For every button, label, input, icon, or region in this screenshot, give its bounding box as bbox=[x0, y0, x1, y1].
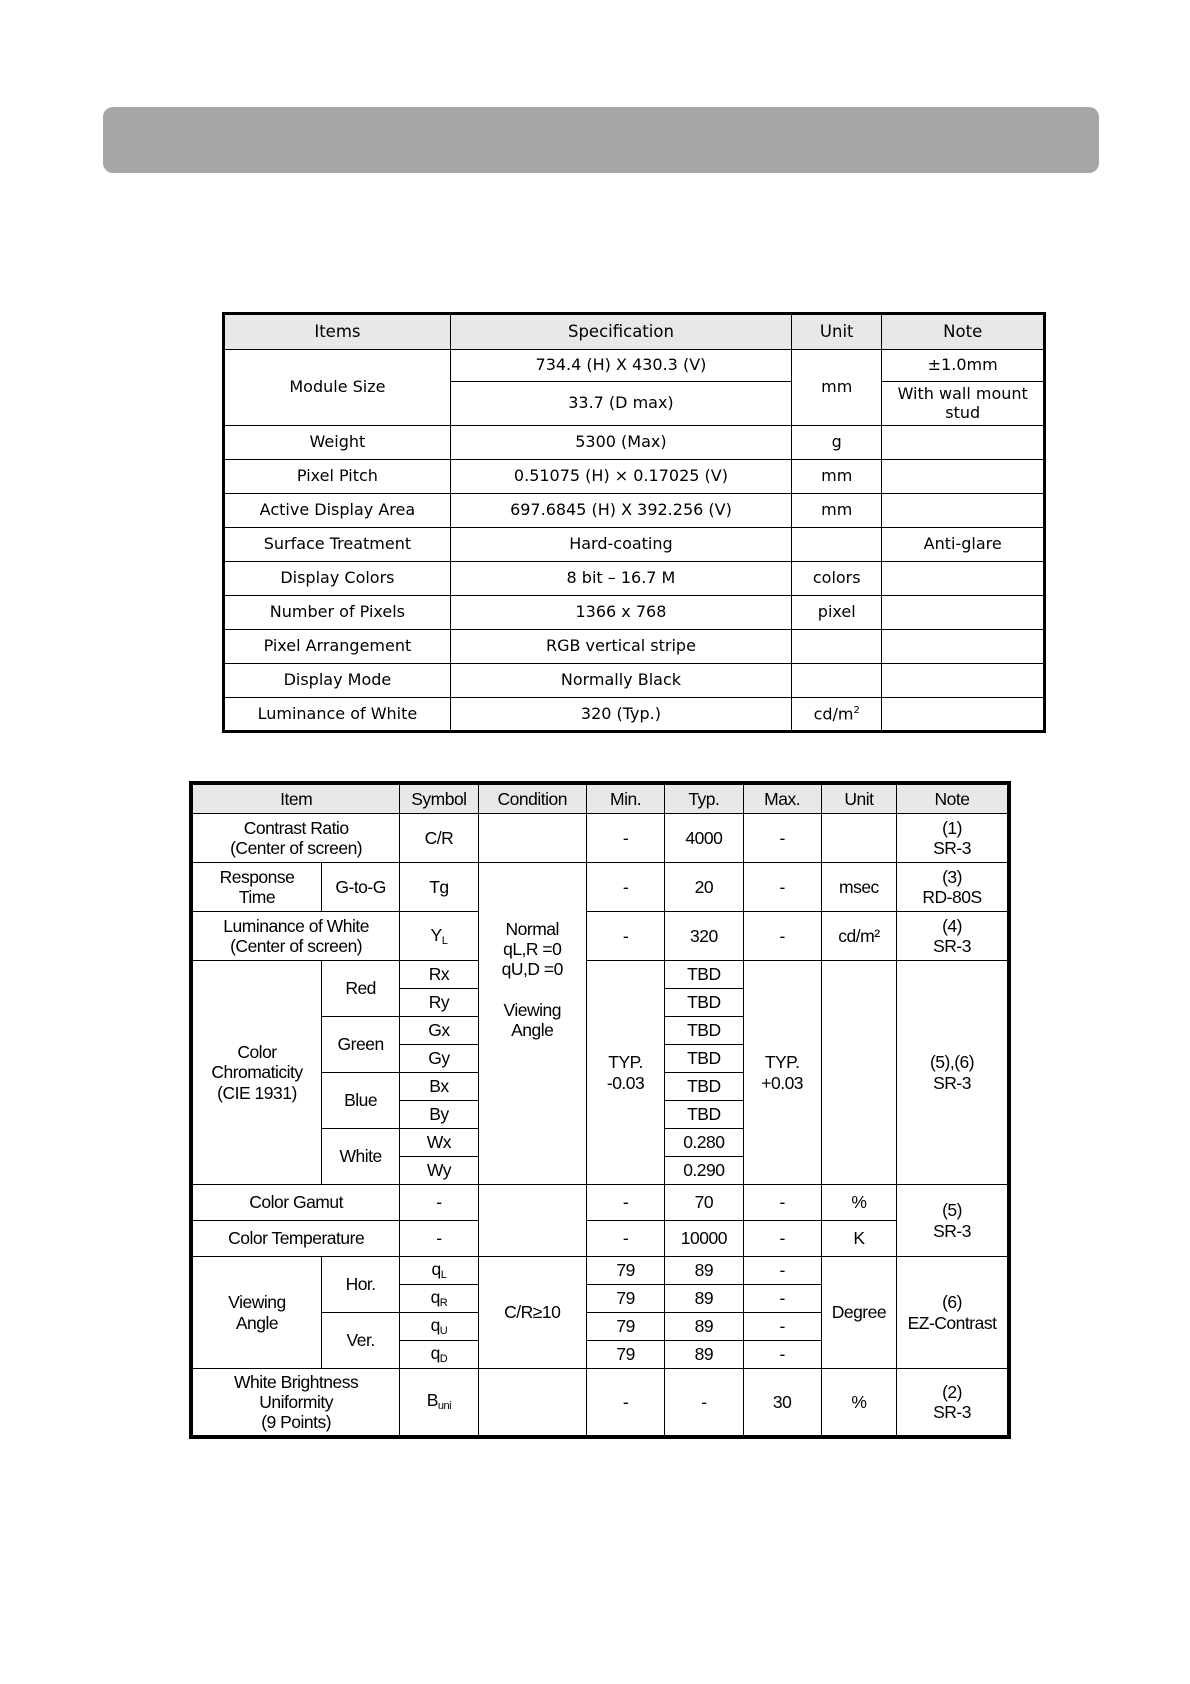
min-cell: - bbox=[586, 814, 664, 863]
item-cell: Display Colors bbox=[224, 562, 451, 596]
sub-item-ver: Ver. bbox=[321, 1313, 399, 1369]
max-cell: - bbox=[743, 1285, 821, 1313]
spec-cell: Normally Black bbox=[450, 664, 791, 698]
unit-cell: cd/m² bbox=[821, 912, 896, 961]
symbol-base: q bbox=[431, 1259, 441, 1280]
typ-cell: TBD bbox=[665, 1017, 743, 1045]
symbol-subscript: U bbox=[439, 1325, 448, 1338]
note-cell: (1) SR-3 bbox=[897, 814, 1009, 863]
spec-cell: RGB vertical stripe bbox=[450, 630, 791, 664]
typ-cell: 0.290 bbox=[665, 1157, 743, 1185]
item-cell: Response Time bbox=[191, 863, 321, 912]
table-row bbox=[224, 494, 1045, 528]
table-row bbox=[224, 630, 1045, 664]
table-row bbox=[224, 426, 1045, 460]
min-cell: - bbox=[586, 863, 664, 912]
table-row-chromaticity bbox=[191, 961, 1009, 989]
typ-cell: 89 bbox=[665, 1285, 743, 1313]
item-cell: Display Mode bbox=[224, 664, 451, 698]
item-cell: Active Display Area bbox=[224, 494, 451, 528]
max-cell: - bbox=[743, 1341, 821, 1369]
symbol-base: q bbox=[430, 1287, 440, 1308]
note-cell: (4) SR-3 bbox=[897, 912, 1009, 961]
symbol-cell: - bbox=[400, 1185, 478, 1221]
min-cell: 79 bbox=[586, 1341, 664, 1369]
table-row bbox=[224, 562, 1045, 596]
unit-cell bbox=[792, 698, 882, 732]
note-cell bbox=[882, 698, 1045, 732]
unit-cell: g bbox=[792, 426, 882, 460]
unit-cell: mm bbox=[792, 494, 882, 528]
table-row bbox=[224, 698, 1045, 732]
spec-cell: 320 (Typ.) bbox=[450, 698, 791, 732]
item-cell: Viewing Angle bbox=[191, 1257, 321, 1369]
optical-characteristics-table bbox=[189, 781, 1011, 1439]
unit-cell: Degree bbox=[821, 1257, 896, 1369]
table-row bbox=[224, 460, 1045, 494]
table-row-response-time bbox=[191, 863, 1009, 912]
symbol-subscript: D bbox=[439, 1353, 448, 1366]
max-cell: - bbox=[743, 1257, 821, 1285]
table-row-color-gamut bbox=[191, 1185, 1009, 1221]
typ-cell: TBD bbox=[665, 1073, 743, 1101]
note-cell bbox=[882, 494, 1045, 528]
symbol-base: q bbox=[430, 1315, 440, 1336]
typ-cell: TBD bbox=[665, 1101, 743, 1129]
spec-cell: 33.7 (D max) bbox=[450, 382, 791, 426]
note-cell: (3) RD-80S bbox=[897, 863, 1009, 912]
note-cell: (6) EZ-Contrast bbox=[897, 1257, 1009, 1369]
table-row bbox=[224, 350, 1045, 382]
table-row bbox=[224, 528, 1045, 562]
symbol-cell bbox=[400, 1341, 478, 1369]
note-cell: With wall mount stud bbox=[882, 382, 1045, 426]
item-cell: Weight bbox=[224, 426, 451, 460]
note-cell: (5) SR-3 bbox=[897, 1185, 1009, 1257]
header-min: Min. bbox=[586, 783, 664, 814]
max-cell: - bbox=[743, 863, 821, 912]
item-cell: Pixel Pitch bbox=[224, 460, 451, 494]
group-cell: Red bbox=[321, 961, 399, 1017]
note-cell bbox=[882, 596, 1045, 630]
unit-cell bbox=[821, 814, 896, 863]
typ-cell: 89 bbox=[665, 1313, 743, 1341]
table-row-viewing-angle bbox=[191, 1257, 1009, 1285]
symbol-subscript: L bbox=[441, 934, 448, 947]
item-cell: Color Temperature bbox=[191, 1221, 400, 1257]
min-cell: - bbox=[586, 1221, 664, 1257]
symbol-base: Y bbox=[430, 924, 442, 945]
symbol-cell: C/R bbox=[400, 814, 478, 863]
unit-cell: K bbox=[821, 1221, 896, 1257]
spec-cell: 734.4 (H) X 430.3 (V) bbox=[450, 350, 791, 382]
header-unit: Unit bbox=[792, 314, 882, 350]
condition-normal-cell: Normal qL,R =0 qU,D =0 Viewing Angle bbox=[478, 863, 586, 1185]
symbol-cell: Rx bbox=[400, 961, 478, 989]
symbol-cell bbox=[400, 1313, 478, 1341]
symbol-cell: - bbox=[400, 1221, 478, 1257]
typ-cell: 20 bbox=[665, 863, 743, 912]
spec-cell: 697.6845 (H) X 392.256 (V) bbox=[450, 494, 791, 528]
condition-cell bbox=[478, 1185, 586, 1257]
unit-cell: msec bbox=[821, 863, 896, 912]
group-cell: Green bbox=[321, 1017, 399, 1073]
table-row bbox=[224, 664, 1045, 698]
max-cell: - bbox=[743, 814, 821, 863]
unit-cell bbox=[792, 528, 882, 562]
symbol-base: q bbox=[430, 1343, 440, 1364]
note-cell bbox=[882, 664, 1045, 698]
unit-superscript: 2 bbox=[853, 704, 860, 716]
item-cell: Luminance of White bbox=[224, 698, 451, 732]
symbol-subscript: R bbox=[439, 1297, 448, 1310]
item-cell: Surface Treatment bbox=[224, 528, 451, 562]
unit-cell: mm bbox=[792, 350, 882, 426]
unit-base: cd/m bbox=[813, 703, 854, 723]
group-cell: White bbox=[321, 1129, 399, 1185]
typ-cell: TBD bbox=[665, 989, 743, 1017]
condition-cell bbox=[478, 814, 586, 863]
section-header-bar bbox=[103, 107, 1099, 173]
typ-cell: 89 bbox=[665, 1341, 743, 1369]
symbol-cell: Gx bbox=[400, 1017, 478, 1045]
spec-cell: 8 bit – 16.7 M bbox=[450, 562, 791, 596]
table-header-row bbox=[191, 783, 1009, 814]
condition-cell: C/R≥10 bbox=[478, 1257, 586, 1369]
condition-cell bbox=[478, 1369, 586, 1437]
symbol-cell: Gy bbox=[400, 1045, 478, 1073]
unit-cell: mm bbox=[792, 460, 882, 494]
min-cell: 79 bbox=[586, 1313, 664, 1341]
header-item: Item bbox=[191, 783, 400, 814]
unit-cell bbox=[792, 664, 882, 698]
symbol-base: B bbox=[426, 1390, 438, 1411]
item-cell: Pixel Arrangement bbox=[224, 630, 451, 664]
table-row-contrast-ratio bbox=[191, 814, 1009, 863]
item-cell: Color Gamut bbox=[191, 1185, 400, 1221]
header-condition: Condition bbox=[478, 783, 586, 814]
typ-cell: 10000 bbox=[665, 1221, 743, 1257]
symbol-cell: Bx bbox=[400, 1073, 478, 1101]
symbol-cell: Ry bbox=[400, 989, 478, 1017]
symbol-cell bbox=[400, 912, 478, 961]
table-row-luminance bbox=[191, 912, 1009, 961]
note-cell bbox=[882, 562, 1045, 596]
symbol-cell bbox=[400, 1369, 478, 1437]
spec-cell: Hard-coating bbox=[450, 528, 791, 562]
symbol-cell: Wy bbox=[400, 1157, 478, 1185]
group-cell: Blue bbox=[321, 1073, 399, 1129]
max-cell: - bbox=[743, 912, 821, 961]
header-unit: Unit bbox=[821, 783, 896, 814]
unit-cell bbox=[792, 630, 882, 664]
typ-cell: TBD bbox=[665, 961, 743, 989]
unit-cell: % bbox=[821, 1369, 896, 1437]
item-cell: Color Chromaticity (CIE 1931) bbox=[191, 961, 321, 1185]
sub-item-hor: Hor. bbox=[321, 1257, 399, 1313]
note-cell bbox=[882, 630, 1045, 664]
typ-cell: 4000 bbox=[665, 814, 743, 863]
table-header-row bbox=[224, 314, 1045, 350]
note-cell: (5),(6) SR-3 bbox=[897, 961, 1009, 1185]
table-row-uniformity bbox=[191, 1369, 1009, 1437]
spec-cell: 5300 (Max) bbox=[450, 426, 791, 460]
item-cell: Contrast Ratio (Center of screen) bbox=[191, 814, 400, 863]
symbol-cell: Wx bbox=[400, 1129, 478, 1157]
typ-cell: - bbox=[665, 1369, 743, 1437]
min-cell: - bbox=[586, 1185, 664, 1221]
symbol-cell bbox=[400, 1285, 478, 1313]
item-cell: Luminance of White (Center of screen) bbox=[191, 912, 400, 961]
unit-cell: colors bbox=[792, 562, 882, 596]
table-row bbox=[224, 596, 1045, 630]
note-cell bbox=[882, 426, 1045, 460]
header-specification: Specification bbox=[450, 314, 791, 350]
max-cell: 30 bbox=[743, 1369, 821, 1437]
min-cell: - bbox=[586, 1369, 664, 1437]
unit-cell bbox=[821, 961, 896, 1185]
max-cell: - bbox=[743, 1185, 821, 1221]
typ-cell: 320 bbox=[665, 912, 743, 961]
min-cell: - bbox=[586, 912, 664, 961]
header-max: Max. bbox=[743, 783, 821, 814]
item-cell: Number of Pixels bbox=[224, 596, 451, 630]
max-cell: TYP. +0.03 bbox=[743, 961, 821, 1185]
general-specification-table bbox=[222, 312, 1046, 733]
item-cell: White Brightness Uniformity (9 Points) bbox=[191, 1369, 400, 1437]
unit-cell: % bbox=[821, 1185, 896, 1221]
symbol-cell: By bbox=[400, 1101, 478, 1129]
header-symbol: Symbol bbox=[400, 783, 478, 814]
header-note: Note bbox=[882, 314, 1045, 350]
max-cell: - bbox=[743, 1221, 821, 1257]
max-cell: - bbox=[743, 1313, 821, 1341]
symbol-cell: Tg bbox=[400, 863, 478, 912]
min-cell: TYP. -0.03 bbox=[586, 961, 664, 1185]
typ-cell: 0.280 bbox=[665, 1129, 743, 1157]
item-cell: Module Size bbox=[224, 350, 451, 426]
note-cell bbox=[882, 460, 1045, 494]
spec-cell: 1366 x 768 bbox=[450, 596, 791, 630]
sub-item-cell: G-to-G bbox=[321, 863, 399, 912]
header-typ: Typ. bbox=[665, 783, 743, 814]
typ-cell: 89 bbox=[665, 1257, 743, 1285]
symbol-subscript: L bbox=[440, 1269, 447, 1282]
note-cell: ±1.0mm bbox=[882, 350, 1045, 382]
note-cell: (2) SR-3 bbox=[897, 1369, 1009, 1437]
header-note: Note bbox=[897, 783, 1009, 814]
spec-cell: 0.51075 (H) × 0.17025 (V) bbox=[450, 460, 791, 494]
symbol-cell bbox=[400, 1257, 478, 1285]
header-items: Items bbox=[224, 314, 451, 350]
symbol-subscript: uni bbox=[437, 1400, 452, 1413]
typ-cell: TBD bbox=[665, 1045, 743, 1073]
min-cell: 79 bbox=[586, 1285, 664, 1313]
typ-cell: 70 bbox=[665, 1185, 743, 1221]
table-row-color-temperature bbox=[191, 1221, 1009, 1257]
note-cell: Anti-glare bbox=[882, 528, 1045, 562]
unit-cell: pixel bbox=[792, 596, 882, 630]
min-cell: 79 bbox=[586, 1257, 664, 1285]
